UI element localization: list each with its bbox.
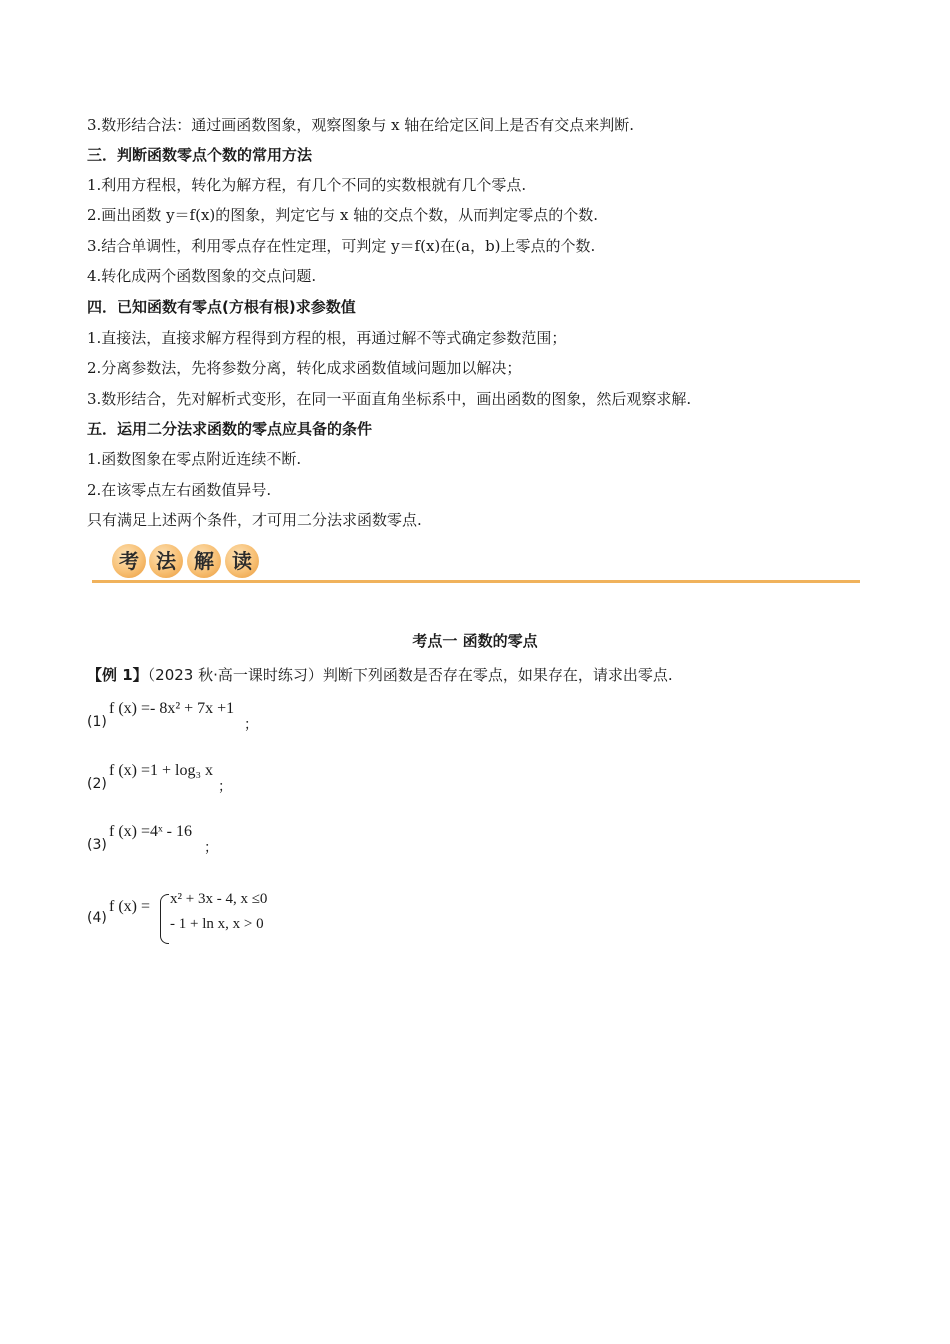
param-method-1: 1.直接法，直接求解方程得到方程的根，再通过解不等式确定参数范围； bbox=[87, 329, 567, 347]
section-heading-parameter: 四．已知函数有零点(方根有根)求参数值 bbox=[87, 298, 356, 316]
problem-punct: ； bbox=[244, 717, 258, 733]
problem-number: (1) bbox=[87, 714, 107, 730]
problem-formula: f (x) =- 8x² + 7x +1 bbox=[109, 700, 235, 717]
example-tag: 【例 1】 bbox=[87, 666, 148, 684]
problem-formula: f (x) =4ˣ - 16 bbox=[109, 823, 192, 840]
bisection-summary: 只有满足上述两个条件，才可用二分法求函数零点. bbox=[87, 511, 422, 529]
problem-number: (4) bbox=[87, 910, 107, 926]
section-heading-zero-count: 三．判断函数零点个数的常用方法 bbox=[87, 146, 313, 164]
piecewise-definition bbox=[160, 891, 290, 944]
param-method-3: 3.数形结合，先对解析式变形，在同一平面直角坐标系中，画出函数的图象，然后观察求解. bbox=[87, 390, 692, 408]
count-method-4: 4.转化成两个函数图象的交点问题. bbox=[87, 267, 317, 285]
count-method-3: 3.结合单调性，利用零点存在性定理，可判定 y＝f(x)在(a，b)上零点的个数. bbox=[87, 237, 596, 255]
count-method-2: 2.画出函数 y＝f(x)的图象，判定它与 x 轴的交点个数，从而判定零点的个数. bbox=[87, 206, 599, 224]
method-graph-intersection: 3.数形结合法：通过画函数图象，观察图象与 x 轴在给定区间上是否有交点来判断. bbox=[87, 116, 635, 134]
section-banner bbox=[92, 542, 862, 586]
problem-number: (2) bbox=[87, 776, 107, 792]
problem-number: (3) bbox=[87, 837, 107, 853]
example-source: （2023 秋·高一课时练习） bbox=[147, 666, 323, 684]
section-heading-bisection: 五．运用二分法求函数的零点应具备的条件 bbox=[87, 420, 373, 438]
example-1 bbox=[87, 664, 673, 685]
banner-char-4: 读 bbox=[225, 544, 259, 578]
banner-char-2: 法 bbox=[149, 544, 183, 578]
bisection-condition-1: 1.函数图象在零点附近连续不断. bbox=[87, 450, 302, 468]
banner-rule bbox=[92, 580, 860, 583]
piece-case-2: - 1 + ln x, x > 0 bbox=[170, 916, 264, 932]
example-prompt: 判断下列函数是否存在零点，如果存在，请求出零点. bbox=[322, 666, 673, 684]
problem-formula: f (x) =1 + log₃ x bbox=[109, 762, 214, 779]
banner-char-1: 考 bbox=[112, 544, 146, 578]
piece-case-1: x² + 3x - 4, x ≤0 bbox=[170, 891, 268, 907]
brace-icon bbox=[160, 894, 169, 944]
param-method-2: 2.分离参数法，先将参数分离，转化成求函数值域问题加以解决； bbox=[87, 359, 522, 377]
problem-punct: ； bbox=[218, 779, 232, 795]
banner-char-3: 解 bbox=[187, 544, 221, 578]
count-method-1: 1.利用方程根，转化为解方程，有几个不同的实数根就有几个零点. bbox=[87, 176, 527, 194]
problem-punct: ； bbox=[204, 840, 218, 856]
topic-title: 考点一 函数的零点 bbox=[412, 632, 538, 650]
bisection-condition-2: 2.在该零点左右函数值异号. bbox=[87, 481, 272, 499]
problem-formula: f (x) = bbox=[109, 898, 151, 915]
